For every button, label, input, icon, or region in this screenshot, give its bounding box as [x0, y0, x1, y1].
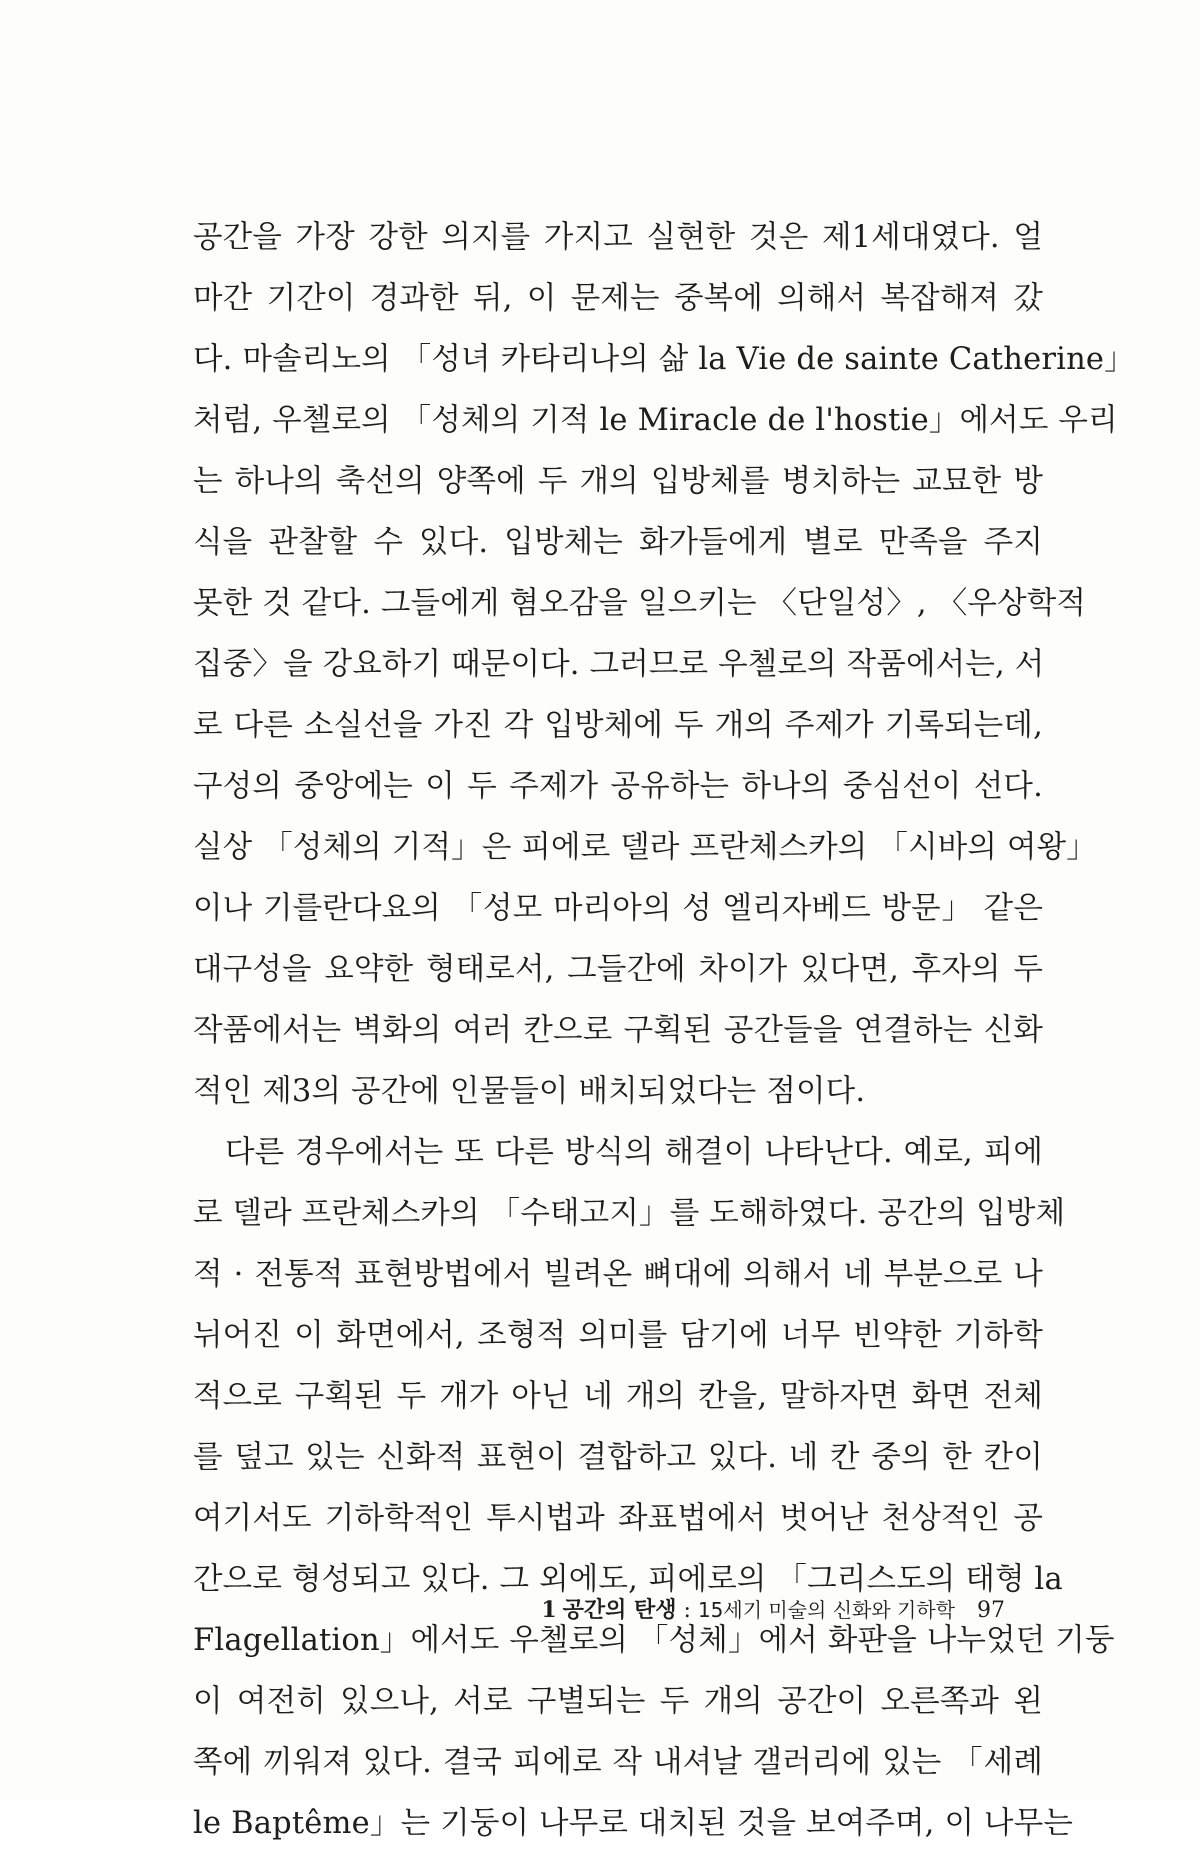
text-line: 이나 기를란다요의 「성모 마리아의 성 엘리자베드 방문」 같은 — [193, 891, 1043, 926]
text-line: le Baptême」는 기둥이 나무로 대치된 것을 보여주며, 이 나무는 — [193, 1806, 1074, 1841]
text-line: 집중〉을 강요하기 때문이다. 그러므로 우첼로의 작품에서는, 서 — [193, 647, 1045, 682]
chapter-number: 1 — [541, 1597, 557, 1623]
text-line: 구성의 중앙에는 이 두 주제가 공유하는 하나의 중심선이 선다. — [193, 769, 1043, 804]
text-line: Flagellation」에서도 우첼로의 「성체」에서 화판을 나누었던 기둥 — [193, 1623, 1115, 1658]
text-line: 작품에서는 벽화의 여러 칸으로 구획된 공간들을 연결하는 신화 — [193, 1013, 1043, 1048]
running-footer — [475, 1590, 1005, 1630]
text-line: 공간을 가장 강한 의지를 가지고 실현한 것은 제1세대였다. 얼 — [193, 220, 1043, 255]
text-line: 식을 관찰할 수 있다. 입방체는 화가들에게 별로 만족을 주지 — [193, 525, 1043, 560]
text-line: 로 다른 소실선을 가진 각 입방체에 두 개의 주제가 기록되는데, — [193, 708, 1043, 743]
text-line: 처럼, 우첼로의 「성체의 기적 le Miracle de l'hostie」에서도 우리 — [193, 403, 1118, 438]
text-line: 이 여전히 있으나, 서로 구별되는 두 개의 공간이 오른쪽과 왼 — [193, 1684, 1043, 1719]
text-line: 쪽에 끼워져 있다. 결국 피에로 작 내셔날 갤러리에 있는 「세례 — [193, 1745, 1043, 1780]
footer-separator: : — [676, 1598, 698, 1623]
text-line: 뉘어진 이 화면에서, 조형적 의미를 담기에 너무 빈약한 기하학 — [193, 1318, 1043, 1353]
text-line: 적 · 전통적 표현방법에서 빌려온 뼈대에 의해서 네 부분으로 나 — [193, 1257, 1043, 1292]
text-line: 로 델라 프란체스카의 「수태고지」를 도해하였다. 공간의 입방체 — [193, 1196, 1066, 1231]
text-line: 대구성을 요약한 형태로서, 그들간에 차이가 있다면, 후자의 두 — [193, 952, 1043, 987]
text-line: 여기서도 기하학적인 투시법과 좌표법에서 벗어난 천상적인 공 — [193, 1501, 1043, 1536]
text-line: 못한 것 같다. 그들에게 혐오감을 일으키는 〈단일성〉, 〈우상학적 — [193, 586, 1087, 621]
paragraph-end-line: 적인 제3의 공간에 인물들이 배치되었다는 점이다. — [193, 1074, 866, 1109]
text-line: 다. 마솔리노의 「성녀 카타리나의 삶 la Vie de sainte Catherine」 — [193, 342, 1135, 377]
text-line: 간으로 형성되고 있다. 그 외에도, 피에로의 「그리스도의 태형 la — [193, 1562, 1063, 1597]
chapter-subtitle: 15세기 미술의 신화와 기하학 — [697, 1598, 955, 1622]
paragraph-start-line: 다른 경우에서는 또 다른 방식의 해결이 나타난다. 예로, 피에 — [225, 1135, 1043, 1170]
page-number: 97 — [977, 1598, 1005, 1623]
text-line: 적으로 구획된 두 개가 아닌 네 개의 칸을, 말하자면 화면 전체 — [193, 1379, 1043, 1414]
text-line: 실상 「성체의 기적」은 피에로 델라 프란체스카의 「시바의 여왕」 — [193, 830, 1097, 865]
chapter-title: 공간의 탄생 — [562, 1597, 677, 1623]
text-line: 를 덮고 있는 신화적 표현이 결합하고 있다. 네 칸 중의 한 칸이 — [193, 1440, 1043, 1475]
text-line: 마간 기간이 경과한 뒤, 이 문제는 중복에 의해서 복잡해져 갔 — [193, 281, 1043, 316]
text-line: 는 하나의 축선의 양쪽에 두 개의 입방체를 병치하는 교묘한 방 — [193, 464, 1043, 499]
